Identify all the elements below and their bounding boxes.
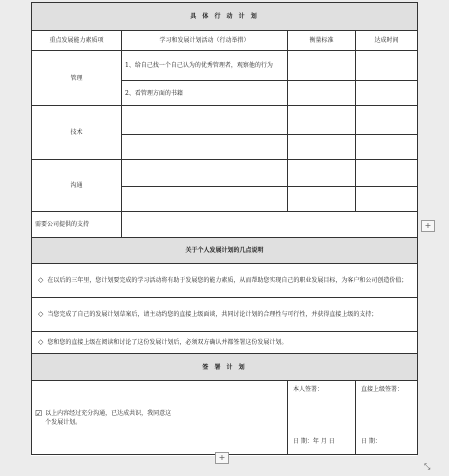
technical-measure-2[interactable] [288, 135, 356, 160]
management-measure-2[interactable] [288, 81, 356, 106]
signature-title: 签 署 计 划 [32, 354, 418, 381]
manager-date-label: 日 期： [361, 438, 381, 445]
action-plan-title: 具 体 行 动 计 划 [32, 3, 418, 31]
add-column-button[interactable]: + [421, 220, 435, 232]
agreement-text: 以上内容经过充分沟通，已达成共识，我同意这个发展计划。 [45, 409, 172, 426]
header-activities: 学习和发展计划活动（行动举措） [122, 31, 288, 51]
management-deadline-2[interactable] [356, 81, 418, 106]
note-item: ◇ 在以后的三年里，您计划要完成的学习活动将有助于发展您的能力素质，从而帮助您实现自己的职业发展目标，为客户和公司创造价值； [32, 264, 418, 298]
communication-measure-2[interactable] [288, 187, 356, 212]
support-label: 需要公司提供的支持 [32, 212, 122, 238]
header-competency: 重点发展能力素质项 [32, 31, 122, 51]
self-signature-cell[interactable] [288, 381, 356, 455]
resize-handle-icon[interactable]: ⤡ [424, 462, 431, 471]
technical-activity-2[interactable] [122, 135, 288, 160]
agreement-cell [32, 381, 288, 455]
development-plan-table [31, 2, 418, 455]
header-deadline: 达成时间 [356, 31, 418, 51]
management-activity-1[interactable]: 1、给自己找一个自己认为的优秀管理者，观察他的行为 [122, 51, 288, 81]
communication-activity-1[interactable] [122, 160, 288, 187]
diamond-icon: ◇ [38, 338, 44, 346]
communication-deadline-2[interactable] [356, 187, 418, 212]
technical-activity-1[interactable] [122, 106, 288, 135]
communication-activity-2[interactable] [122, 187, 288, 212]
notes-title: 关于个人发展计划的几点说明 [32, 238, 418, 264]
diamond-icon: ◇ [38, 276, 44, 284]
note-item: ◇ 当您完成了自己的发展计划草案后，请主动约您的直接上级面谈，共同讨论计划的合理性与可行性，并获得直接上级的支持； [32, 298, 418, 332]
self-date-label: 日 期：年 月 日 [293, 438, 335, 445]
manager-signature-cell[interactable] [356, 381, 418, 455]
checkbox-icon[interactable]: ☑ [35, 408, 43, 418]
management-measure-1[interactable] [288, 51, 356, 81]
support-field[interactable] [122, 212, 418, 238]
row-label-management: 管理 [32, 51, 122, 106]
document-page [31, 2, 417, 456]
row-label-communication: 沟通 [32, 160, 122, 212]
management-deadline-1[interactable] [356, 51, 418, 81]
management-activity-2[interactable]: 2、看管理方面的书籍 [122, 81, 288, 106]
manager-sign-label: 直接上级签署： [361, 386, 404, 393]
technical-measure-1[interactable] [288, 106, 356, 135]
technical-deadline-2[interactable] [356, 135, 418, 160]
note-item: ◇ 您和您的直接上级在阅读和讨论了这份发展计划后，必须双方确认并都签署这份发展计划。 [32, 332, 418, 354]
add-row-button[interactable]: + [215, 452, 229, 464]
row-label-technical: 技术 [32, 106, 122, 160]
technical-deadline-1[interactable] [356, 106, 418, 135]
communication-deadline-1[interactable] [356, 160, 418, 187]
communication-measure-1[interactable] [288, 160, 356, 187]
diamond-icon: ◇ [38, 310, 44, 318]
self-sign-label: 本人签署： [293, 386, 324, 393]
header-measure: 衡量标准 [288, 31, 356, 51]
